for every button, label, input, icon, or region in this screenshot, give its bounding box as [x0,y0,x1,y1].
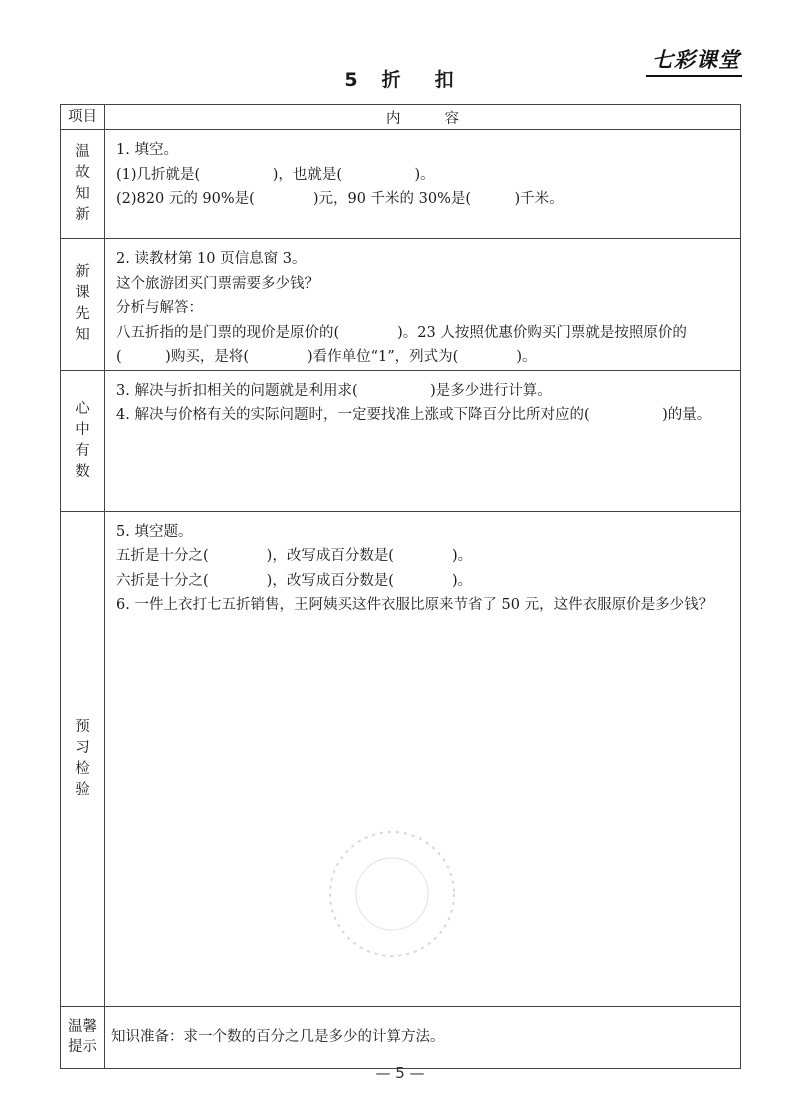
question-2: 2. 读教材第 10 页信息窗 3。 [116,251,307,267]
worksheet-table [60,104,741,1069]
section-label-preview [61,239,105,371]
label-line: 温馨 [68,1019,97,1035]
question-5: 5. 填空题。 [116,523,193,540]
label-char: 知 [75,327,90,344]
label-char: 检 [75,760,90,777]
section-content-preview [105,239,741,371]
section-preview [61,239,741,371]
section-check [61,511,741,1006]
question-1-part-2: (2)820 元的 90%是( )元，90 千米的 30%是( )千米。 [116,191,564,207]
label-char: 中 [75,421,90,438]
label-line: 提示 [68,1039,97,1055]
page-number: — 5 — [375,1064,425,1082]
section-content-keypoints [105,370,741,511]
analysis-heading: 分析与解答： [116,300,203,316]
label-char: 心 [75,400,90,417]
label-char: 温 [75,144,90,160]
page-title [0,65,800,92]
label-char: 新 [75,264,90,281]
section-review [61,130,741,239]
tip-text: 知识准备：求一个数的百分之几是多少的计算方法。 [111,1028,445,1045]
brand-logo: 七彩课堂 [646,44,742,77]
header-project: 项目 [61,105,105,130]
question-5-line-1: 五折是十分之( )，改写成百分数是( )。 [116,548,473,564]
section-content-check [105,511,741,1006]
label-char: 数 [75,463,90,480]
section-label-keypoints [61,370,105,511]
question-1-part-1: (1)几折就是( )，也就是( )。 [116,166,435,183]
label-char: 故 [75,165,90,181]
section-tip [61,1006,741,1068]
question-6: 6. 一件上衣打七五折销售，王阿姨买这件衣服比原来节省了 50 元，这件衣服原价是多少钱？ [116,597,714,613]
analysis-text: 八五折指的是门票的现价是原价的( )。23 人按照优惠价购买门票就是按照原价的( )购买，是将( )看作单位“1”，列式为( )。 [116,324,687,365]
label-char: 验 [75,781,90,798]
label-char: 预 [75,718,90,735]
label-char: 新 [75,207,90,223]
label-char: 有 [75,442,90,459]
header-row [61,105,741,130]
title-char-1: 折 [381,69,403,91]
header-content-a: 内 [386,110,401,127]
lesson-number: 5 [344,69,360,91]
header-content-b: 容 [444,110,459,127]
section-label-review [61,130,105,239]
header-content [105,105,741,130]
label-char: 课 [75,285,90,302]
question-1: 1. 填空。 [116,142,178,158]
section-label-check [61,511,105,1006]
section-keypoints [61,370,741,511]
label-char: 先 [75,306,90,323]
question-3: 3. 解决与折扣相关的问题就是利用求( )是多少进行计算。 [116,382,552,399]
label-char: 知 [75,186,90,202]
label-char: 习 [75,739,90,756]
section-label-tip [61,1006,105,1068]
section-content-review [105,130,741,239]
section-content-tip [105,1006,741,1068]
title-char-2: 扣 [434,69,456,91]
question-2-prompt: 这个旅游团买门票需要多少钱？ [116,275,319,292]
question-5-line-2: 六折是十分之( )，改写成百分数是( )。 [116,572,473,589]
question-4: 4. 解决与价格有关的实际问题时，一定要找准上涨或下降百分比所对应的( )的量。 [116,407,712,423]
